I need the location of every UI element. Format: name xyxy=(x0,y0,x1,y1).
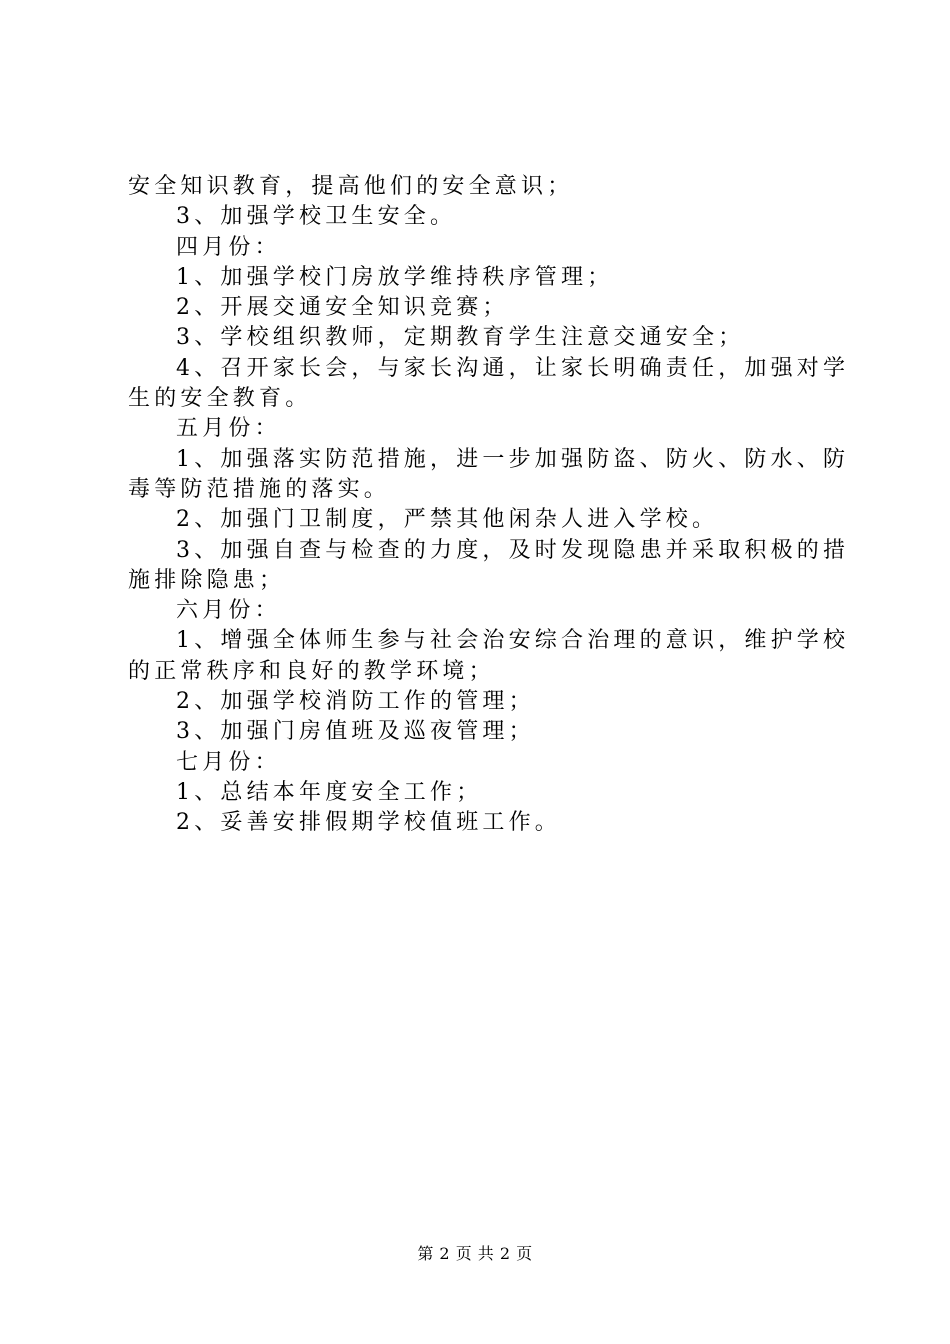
text-line: 施排除隐患； xyxy=(128,567,286,593)
text-line: 毒等防范措施的落实。 xyxy=(128,476,391,502)
text-line: 3、加强自查与检查的力度，及时发现隐患并采取积极的措 xyxy=(176,537,850,563)
text-line: 2、加强学校消防工作的管理； xyxy=(176,689,535,715)
text-line: 1、加强落实防范措施，进一步加强防盗、防火、防水、防 xyxy=(176,446,850,472)
text-line: 1、总结本年度安全工作； xyxy=(176,779,483,805)
text-line: 五月份： xyxy=(176,416,281,442)
text-line: 七月份： xyxy=(176,749,281,775)
text-line: 2、妥善安排假期学校值班工作。 xyxy=(176,810,561,836)
text-line: 3、学校组织教师，定期教育学生注意交通安全； xyxy=(176,325,745,351)
text-line: 1、增强全体师生参与社会治安综合治理的意识，维护学校 xyxy=(176,628,850,654)
text-line: 2、开展交通安全知识竞赛； xyxy=(176,295,509,321)
document-body xyxy=(128,172,850,839)
text-line: 四月份： xyxy=(176,234,281,260)
page-footer: 第 2 页 共 2 页 xyxy=(417,1244,533,1263)
text-line: 4、召开家长会，与家长沟通，让家长明确责任，加强对学 xyxy=(176,355,850,381)
text-line: 六月份： xyxy=(176,598,281,624)
text-line: 的正常秩序和良好的教学环境； xyxy=(128,658,495,684)
text-line: 3、加强门房值班及巡夜管理； xyxy=(176,719,535,745)
text-line: 1、加强学校门房放学维持秩序管理； xyxy=(176,264,614,290)
text-line: 2、加强门卫制度，严禁其他闲杂人进入学校。 xyxy=(176,507,719,533)
text-line: 安全知识教育，提高他们的安全意识； xyxy=(128,174,574,199)
text-line: 3、加强学校卫生安全。 xyxy=(176,204,457,230)
text-line: 生的安全教育。 xyxy=(128,386,312,412)
